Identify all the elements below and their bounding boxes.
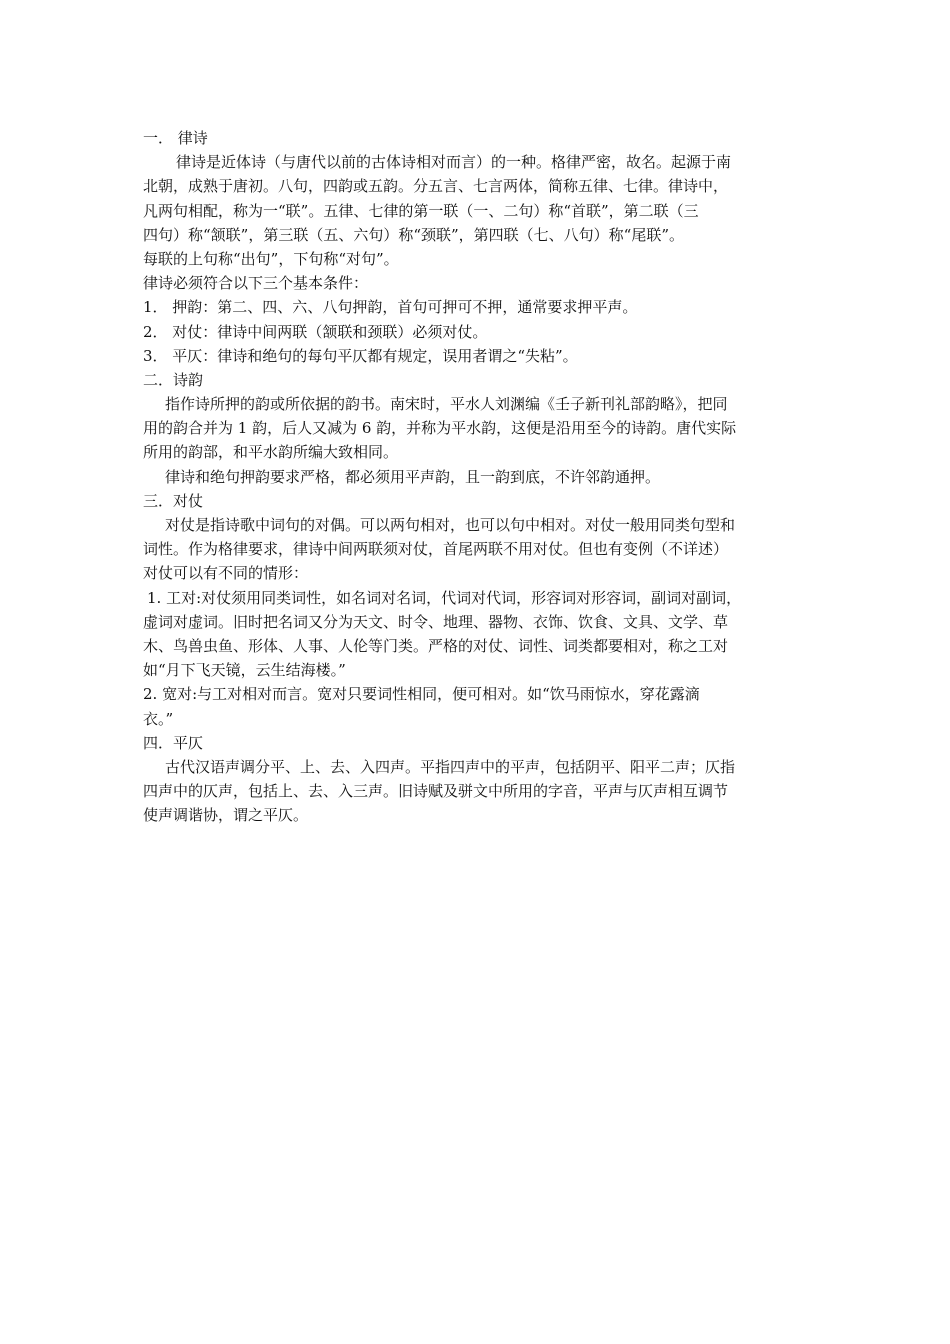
paragraph-line: 用的韵合并为 1 韵，后人又减为 6 韵，并称为平水韵，这便是沿用至今的诗韵。唐代实际	[143, 419, 737, 438]
paragraph-line: 对仗可以有不同的情形：	[143, 564, 309, 583]
paragraph-line: 虚词对虚词。旧时把名词又分为天文、时令、地理、器物、衣饰、饮食、文具、文学、草	[143, 612, 729, 631]
paragraph-line: 指作诗所押的韵或所依据的韵书。南宋时，平水人刘渊编《壬子新刊礼部韵略》，把同	[165, 395, 728, 414]
list-item: 2. 宽对:与工对相对而言。宽对只要词性相同，便可相对。如“饮马雨惊水，穿花露滴	[143, 685, 700, 704]
paragraph-line: 所用的韵部，和平水韵所编大致相同。	[143, 443, 399, 462]
paragraph-line: 律诗是近体诗（与唐代以前的古体诗相对而言）的一种。格律严密，故名。起源于南	[176, 153, 732, 172]
paragraph-line: 凡两句相配，称为一“联”。五律、七律的第一联（一、二句）称“首联”，第二联（三	[143, 201, 699, 220]
paragraph-line: 律诗和绝句押韵要求严格，都必须用平声韵，且一韵到底，不许邻韵通押。	[165, 467, 661, 486]
paragraph-line: 北朝，成熟于唐初。八句，四韵或五韵。分五言、七言两体，简称五律、七律。律诗中，	[143, 177, 729, 196]
list-item: 3． 平仄：律诗和绝句的每句平仄都有规定，误用者谓之“失粘”。	[143, 346, 578, 365]
paragraph-line: 古代汉语声调分平、上、去、入四声。平指四声中的平声，包括阴平、阳平二声；仄指	[165, 757, 736, 776]
paragraph-line: 使声调谐协，谓之平仄。	[143, 806, 309, 825]
paragraph-line: 律诗必须符合以下三个基本条件：	[143, 274, 369, 293]
document-body	[143, 126, 815, 827]
paragraph-line: 衣。”	[143, 709, 174, 728]
paragraph-line: 词性。作为格律要求，律诗中间两联须对仗，首尾两联不用对仗。但也有变例（不详述）	[143, 540, 729, 559]
paragraph-line: 每联的上句称“出句”，下句称“对句”。	[143, 249, 399, 268]
paragraph-line: 如“月下飞天镜，云生结海楼。”	[143, 661, 346, 680]
list-item: 2． 对仗：律诗中间两联（颔联和颈联）必须对仗。	[143, 322, 488, 341]
paragraph-line: 四句）称“颔联”，第三联（五、六句）称“颈联”，第四联（七、八句）称“尾联”。	[143, 225, 685, 244]
heading-lvshi: 一． 律诗	[143, 129, 208, 147]
paragraph-line: 对仗是指诗歌中词句的对偶。可以两句相对，也可以句中相对。对仗一般用同类句型和	[165, 516, 736, 534]
list-item: 1． 押韵：第二、四、六、八句押韵，首句可押可不押，通常要求押平声。	[143, 298, 638, 317]
heading-shiyun: 二．诗韵	[143, 370, 204, 389]
list-item: 1. 工对:对仗须用同类词性，如名词对名词，代词对代词，形容词对形容词，副词对副词，	[147, 588, 742, 607]
paragraph-line: 四声中的仄声，包括上、去、入三声。旧诗赋及骈文中所用的字音，平声与仄声相互调节	[143, 782, 729, 801]
heading-duizhang: 三．对仗	[143, 491, 204, 510]
heading-pingze: 四．平仄	[143, 733, 204, 752]
paragraph-line: 木、鸟兽虫鱼、形体、人事、人伦等门类。严格的对仗、词性、词类都要相对，称之工对	[143, 636, 729, 655]
